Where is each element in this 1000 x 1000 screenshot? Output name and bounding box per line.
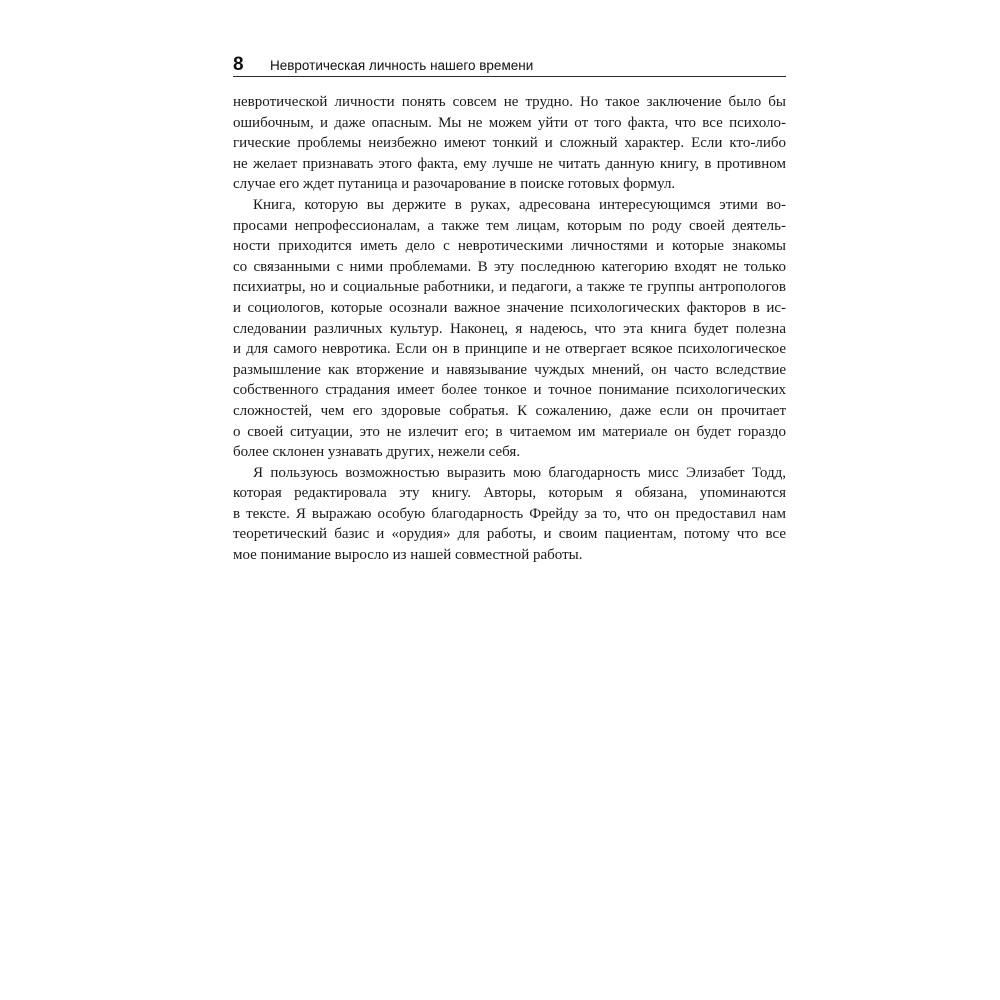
text-line: теоретический базис и «орудия» для работы, и своим пациентам, потому что все bbox=[233, 526, 786, 543]
text-line: случае его ждет путаница и разочарование в поиске готовых формул. bbox=[233, 176, 676, 193]
text-line: ошибочным, и даже опасным. Мы не можем уйти от того факта, что все психоло- bbox=[233, 114, 786, 131]
text-line: со связанными с ними проблемами. В эту последнюю категорию входят не только bbox=[233, 258, 786, 275]
body-text bbox=[233, 92, 786, 566]
text-line: просами непрофессионалам, а также тем лицам, которым по роду своей деятель- bbox=[233, 217, 786, 234]
paragraph-2 bbox=[233, 195, 786, 463]
text-line: гические проблемы неизбежно имеют тонкий и сложный характер. Если кто-либо bbox=[233, 135, 786, 152]
text-line: сложностей, чем его здоровые собратья. К сожалению, даже если он прочитает bbox=[233, 402, 786, 419]
text-line: психиатры, но и социальные работники, и педагоги, а также те группы антропологов bbox=[233, 279, 786, 296]
text-line: и для самого невротика. Если он в принципе и не отвергает всякое психологическое bbox=[233, 341, 786, 358]
text-line: Я пользуюсь возможностью выразить мою благодарность мисс Элизабет Тодд, bbox=[253, 464, 786, 481]
text-line: которая редактировала эту книгу. Авторы, которым я обязана, упоминаются bbox=[233, 485, 786, 502]
text-line: в тексте. Я выражаю особую благодарность Фрейду за то, что он предоставил нам bbox=[233, 505, 786, 522]
text-line: мое понимание выросло из нашей совместной работы. bbox=[233, 547, 583, 564]
text-line: собственного страдания имеет более тонкое и точное понимание психологических bbox=[233, 382, 786, 399]
text-line: Книга, которую вы держите в руках, адресована интересующимся этими во- bbox=[253, 196, 786, 213]
text-line: более склонен узнавать других, нежели себя. bbox=[233, 444, 521, 461]
text-line: следовании различных культур. Наконец, я надеюсь, что эта книга будет полезна bbox=[233, 320, 786, 337]
text-line: невротической личности понять совсем не трудно. Но такое заключение было бы bbox=[233, 94, 786, 110]
text-line: и социологов, которые осознали важное значение психологических факторов в ис- bbox=[233, 299, 786, 316]
text-line: размышление как вторжение и навязывание чуждых мнений, он часто вследствие bbox=[233, 361, 786, 378]
running-title: Невротическая личность нашего времени bbox=[270, 58, 534, 73]
paragraph-3 bbox=[233, 463, 786, 566]
text-line: не желает признавать этого факта, ему лучше не читать данную книгу, в противном bbox=[233, 155, 786, 172]
text-line: ности приходится иметь дело с невротическими личностями и которые знакомы bbox=[233, 238, 786, 255]
paragraph-1 bbox=[233, 92, 786, 195]
text-line: о своей ситуации, это не излечит его; в читаемом им материале он будет гораздо bbox=[233, 423, 786, 440]
page-number: 8 bbox=[233, 54, 244, 75]
page-header bbox=[233, 54, 786, 77]
